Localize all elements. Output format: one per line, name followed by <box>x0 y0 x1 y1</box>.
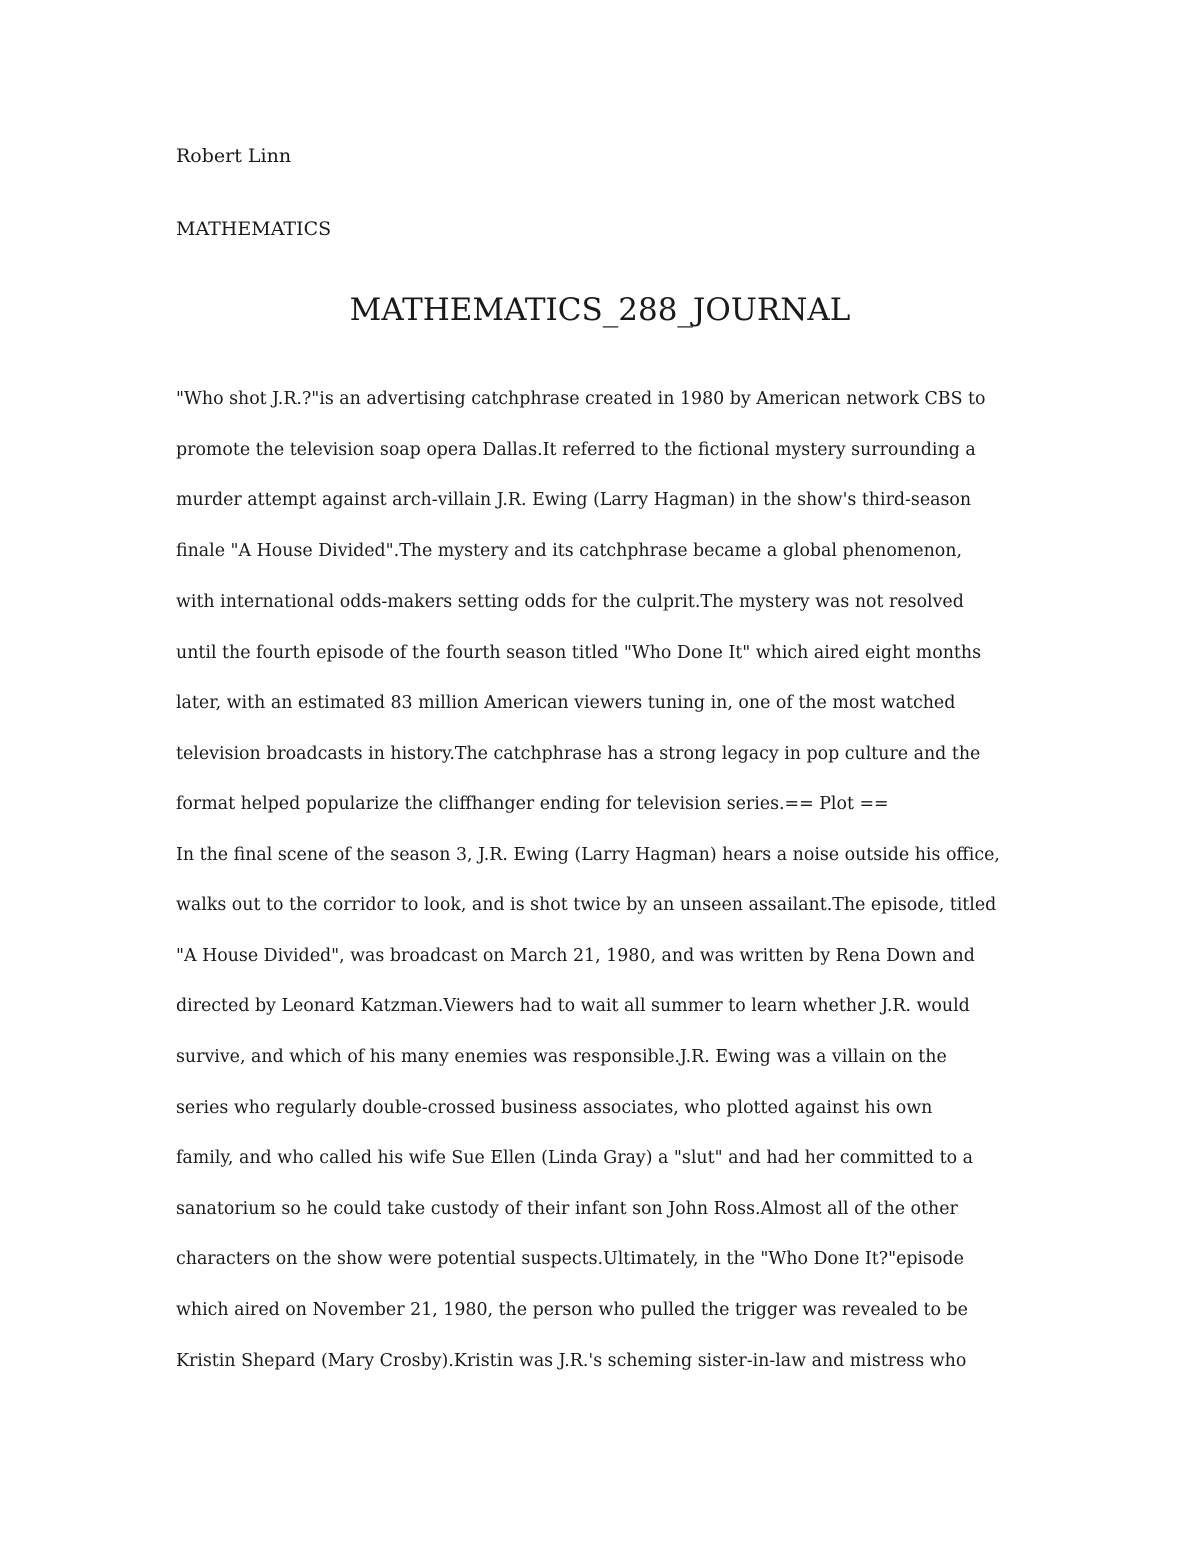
body-line: television broadcasts in history.The catchphrase has a strong legacy in pop culture and the <box>176 744 981 764</box>
body-line: series who regularly double-crossed business associates, who plotted against his own <box>176 1098 933 1118</box>
course-name: MATHEMATICS <box>176 218 332 240</box>
author-name: Robert Linn <box>176 145 292 167</box>
body-line: survive, and which of his many enemies was responsible.J.R. Ewing was a villain on the <box>176 1047 947 1067</box>
body-line: "Who shot J.R.?"is an advertising catchphrase created in 1980 by American network CBS to <box>176 389 986 409</box>
body-line: finale "A House Divided".The mystery and its catchphrase became a global phenomenon, <box>176 541 962 561</box>
body-line: until the fourth episode of the fourth season titled "Who Done It" which aired eight months <box>176 643 982 663</box>
body-line: which aired on November 21, 1980, the person who pulled the trigger was revealed to be <box>176 1300 968 1320</box>
body-line: murder attempt against arch-villain J.R. Ewing (Larry Hagman) in the show's third-season <box>176 490 972 510</box>
body-line: walks out to the corridor to look, and is shot twice by an unseen assailant.The episode, titled <box>176 895 997 915</box>
body-line: with international odds-makers setting odds for the culprit.The mystery was not resolved <box>176 592 964 612</box>
body-line: In the final scene of the season 3, J.R. Ewing (Larry Hagman) hears a noise outside his office, <box>176 845 1000 865</box>
body-line: later, with an estimated 83 million American viewers tuning in, one of the most watched <box>176 693 956 713</box>
body-line: promote the television soap opera Dallas.It referred to the fictional mystery surrounding a <box>176 440 976 460</box>
body-line: characters on the show were potential suspects.Ultimately, in the "Who Done It?"episode <box>176 1249 964 1269</box>
document-title: MATHEMATICS_288_JOURNAL <box>349 292 851 328</box>
body-line: format helped popularize the cliffhanger ending for television series.== Plot == <box>176 794 889 814</box>
body-line: "A House Divided", was broadcast on March 21, 1980, and was written by Rena Down and <box>176 946 975 966</box>
body-line: family, and who called his wife Sue Ellen (Linda Gray) a "slut" and had her committed to a <box>176 1148 973 1168</box>
body-line: directed by Leonard Katzman.Viewers had to wait all summer to learn whether J.R. would <box>176 996 970 1016</box>
body-line: Kristin Shepard (Mary Crosby).Kristin was J.R.'s scheming sister-in-law and mistress who <box>176 1351 967 1371</box>
body-line: sanatorium so he could take custody of their infant son John Ross.Almost all of the other <box>176 1199 958 1219</box>
